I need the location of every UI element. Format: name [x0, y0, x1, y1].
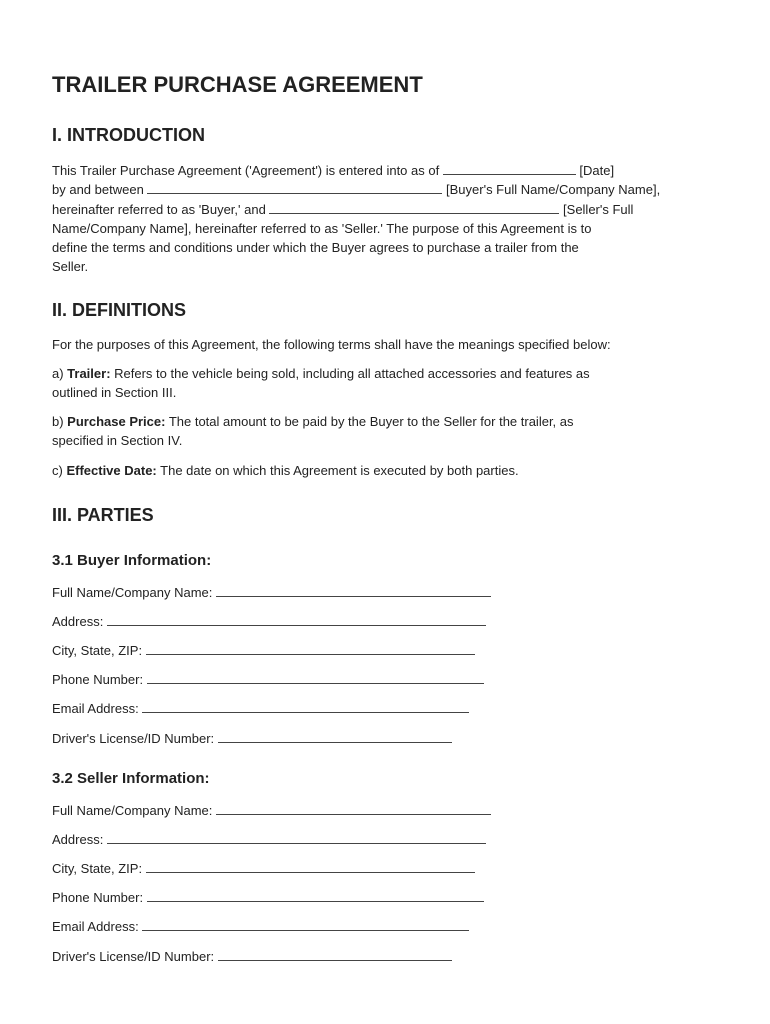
text: b) — [52, 414, 68, 429]
field-blank[interactable] — [218, 948, 452, 961]
section-heading-definitions: II. DEFINITIONS — [52, 300, 187, 320]
text: a) — [52, 366, 68, 381]
definition-purchase-price — [52, 412, 574, 451]
seller-field-name — [52, 801, 491, 820]
text: c) — [52, 463, 67, 478]
buyer-field-city — [52, 641, 475, 660]
text: define the terms and conditions under which the Buyer agrees to purchase a trailer from the — [52, 240, 579, 256]
field-label: Phone Number: — [52, 890, 147, 905]
text: The total amount to be paid by the Buyer to the Seller for the trailer, as — [165, 414, 574, 429]
field-blank[interactable] — [146, 860, 475, 873]
field-label: Driver's License/ID Number: — [52, 949, 218, 964]
field-label: Full Name/Company Name: — [52, 585, 216, 600]
document-title: TRAILER PURCHASE AGREEMENT — [52, 72, 423, 97]
text: [Buyer's Full Name/Company Name], — [442, 182, 661, 198]
seller-field-phone — [52, 888, 484, 907]
text: Name/Company Name], hereinafter referred to as 'Seller.' The purpose of this Agreement is to — [52, 220, 592, 236]
section-heading-parties: III. PARTIES — [52, 505, 154, 525]
field-blank[interactable] — [218, 730, 452, 743]
text: This Trailer Purchase Agreement ('Agreement') is entered into as of — [52, 163, 443, 178]
buyer-info-heading: 3.1 Buyer Information: — [52, 552, 212, 569]
term: Effective Date: — [66, 463, 157, 478]
buyer-field-phone — [52, 670, 484, 689]
seller-field-license — [52, 947, 452, 966]
field-label: Driver's License/ID Number: — [52, 731, 218, 746]
seller-field-address — [52, 830, 486, 849]
seller-field-email — [52, 917, 469, 936]
text: Seller. — [52, 259, 89, 275]
text: Refers to the vehicle being sold, including all attached accessories and features as — [110, 366, 590, 381]
seller-name-blank[interactable] — [269, 201, 559, 214]
intro-paragraph — [52, 161, 660, 277]
field-blank[interactable] — [146, 642, 475, 655]
field-blank[interactable] — [107, 613, 486, 626]
buyer-field-name — [52, 583, 491, 602]
field-blank[interactable] — [216, 802, 491, 815]
seller-info-heading: 3.2 Seller Information: — [52, 770, 210, 787]
buyer-field-license — [52, 729, 452, 748]
section-heading-introduction: I. INTRODUCTION — [52, 125, 205, 145]
definition-trailer — [52, 364, 590, 403]
seller-field-city — [52, 859, 475, 878]
text: [Seller's Full — [559, 201, 634, 217]
definition-effective-date — [52, 461, 519, 480]
field-label: Email Address: — [52, 919, 143, 934]
field-blank[interactable] — [142, 700, 469, 713]
field-label: City, State, ZIP: — [52, 643, 146, 658]
field-label: City, State, ZIP: — [52, 861, 146, 876]
field-blank[interactable] — [147, 671, 484, 684]
date-blank[interactable] — [443, 162, 576, 175]
field-blank[interactable] — [107, 831, 486, 844]
field-label: Phone Number: — [52, 672, 147, 687]
field-label: Address: — [52, 832, 107, 847]
buyer-field-address — [52, 612, 486, 631]
text: The date on which this Agreement is executed by both parties. — [156, 463, 519, 478]
field-label: Full Name/Company Name: — [52, 803, 216, 818]
text: specified in Section IV. — [52, 433, 183, 449]
term: Purchase Price: — [67, 414, 166, 429]
field-blank[interactable] — [142, 918, 469, 931]
buyer-field-email — [52, 699, 469, 718]
definitions-lead: For the purposes of this Agreement, the following terms shall have the meanings specified below: — [52, 337, 611, 352]
text: by and between — [52, 182, 148, 198]
text: [Date] — [575, 163, 615, 178]
field-blank[interactable] — [147, 889, 484, 902]
buyer-name-blank[interactable] — [147, 181, 442, 194]
text: hereinafter referred to as 'Buyer,' and — [52, 201, 270, 217]
term: Trailer: — [67, 366, 111, 381]
text: outlined in Section III. — [52, 385, 177, 401]
field-label: Email Address: — [52, 701, 143, 716]
field-blank[interactable] — [216, 584, 491, 597]
field-label: Address: — [52, 614, 107, 629]
